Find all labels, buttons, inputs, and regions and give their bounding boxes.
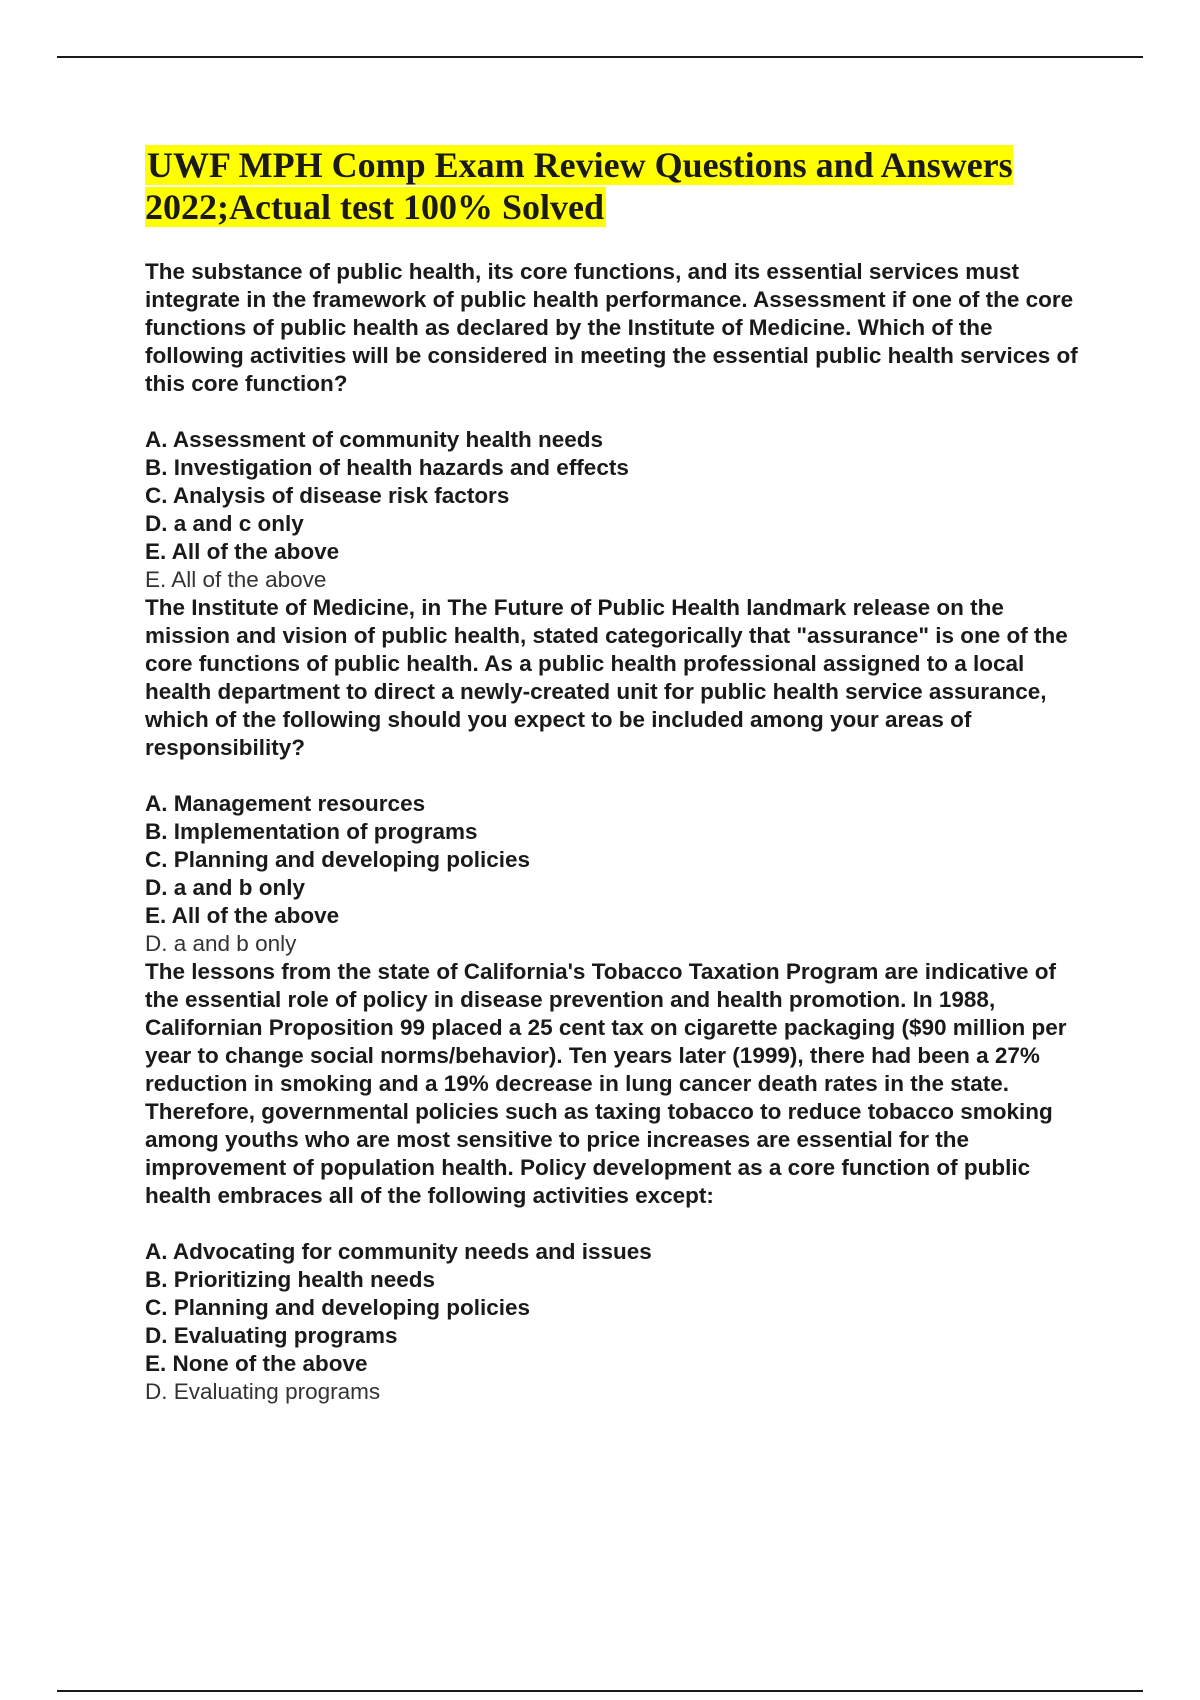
bottom-rule [57,1690,1143,1692]
option-b: B. Implementation of programs [145,819,478,844]
qa-block-2 [145,594,1095,958]
option-d: D. a and b only [145,875,306,900]
document-title [145,144,1085,228]
option-c: C. Planning and developing policies [145,1295,531,1320]
option-e: E. None of the above [145,1351,368,1376]
option-e: E. All of the above [145,903,340,928]
title-highlight: UWF MPH Comp Exam Review Questions and Answers 2022;Actual test 100% Solved [145,145,1013,227]
document-body [145,258,1095,1406]
answer-text: E. All of the above [145,567,327,592]
option-a: A. Advocating for community needs and issues [145,1239,652,1264]
option-b: B. Prioritizing health needs [145,1267,436,1292]
option-d: D. a and c only [145,511,304,536]
option-e: E. All of the above [145,539,340,564]
question-text: The Institute of Medicine, in The Future of Public Health landmark release on the mission and vision of public health, stated categorically that "assurance" is one of the core functions of public health. As a public health professional assigned to a local health department to direct a newly-created unit for public health service assurance, which of the following should you expect to be included among your areas of responsibility? [145,595,1068,760]
top-rule [57,56,1143,58]
qa-block-3 [145,958,1095,1406]
option-a: A. Management resources [145,791,426,816]
options-list [145,1238,1095,1378]
option-d: D. Evaluating programs [145,1323,398,1348]
answer-text: D. a and b only [145,931,297,956]
options-list [145,790,1095,930]
option-a: A. Assessment of community health needs [145,427,604,452]
answer-text: D. Evaluating programs [145,1379,381,1404]
option-b: B. Investigation of health hazards and effects [145,455,629,480]
option-c: C. Analysis of disease risk factors [145,483,510,508]
question-text: The substance of public health, its core functions, and its essential services must integrate in the framework of public health performance. Assessment if one of the core functions of public health as declared by the Institute of Medicine. Which of the following activities will be considered in meeting the essential public health services of this core function? [145,259,1078,396]
qa-block-1 [145,258,1095,594]
options-list [145,426,1095,566]
question-text: The lessons from the state of California's Tobacco Taxation Program are indicative of the essential role of policy in disease prevention and health promotion. In 1988, Californian Proposition 99 placed a 25 cent tax on cigarette packaging ($90 million per year to change social norms/behavior). Ten years later (1999), there had been a 27% reduction in smoking and a 19% decrease in lung cancer death rates in the state. Therefore, governmental policies such as taxing tobacco to reduce tobacco smoking among youths who are most sensitive to price increases are essential for the improvement of population health. Policy development as a core function of public health embraces all of the following activities except: [145,959,1067,1208]
option-c: C. Planning and developing policies [145,847,531,872]
